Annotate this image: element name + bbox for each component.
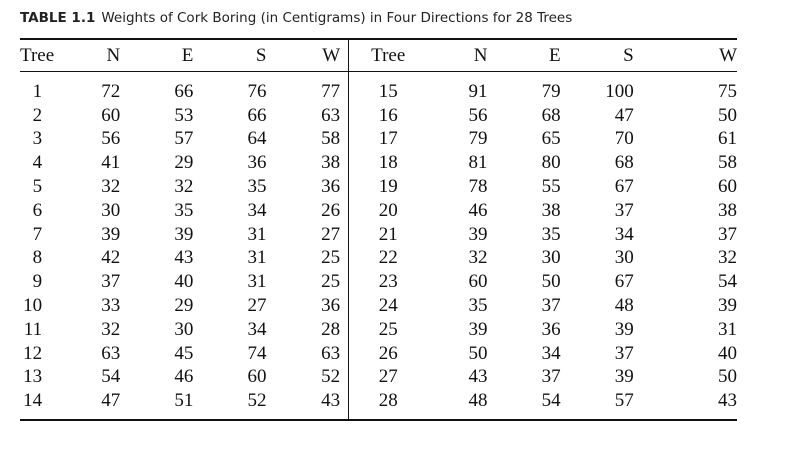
column-header: S — [623, 44, 634, 66]
table-row — [20, 151, 737, 175]
table-cell: 7 — [32, 223, 43, 245]
table-cell: 27 — [247, 295, 267, 317]
table-cell: 34 — [541, 342, 561, 364]
table-cell: 11 — [23, 318, 43, 340]
table-cell: 50 — [718, 104, 737, 126]
table-cell: 36 — [541, 318, 561, 340]
table-cell: 35 — [247, 176, 267, 198]
column-header: S — [255, 44, 267, 66]
column-header: E — [181, 44, 194, 66]
table-cell: 53 — [174, 104, 194, 126]
table-cell: 30 — [541, 247, 561, 269]
table-cell: 16 — [349, 104, 428, 128]
table-cell: 29 — [174, 152, 194, 174]
table-cell: 26 — [349, 342, 428, 366]
table-cell: 40 — [174, 271, 194, 293]
table-cell: 32 — [174, 176, 194, 198]
table-cell: 32 — [101, 176, 121, 198]
table-number: TABLE 1.1 — [20, 10, 96, 26]
table-cell: 67 — [614, 176, 634, 198]
table-cell: 65 — [541, 128, 561, 150]
table-cell: 43 — [275, 389, 349, 420]
table-cell: 79 — [541, 80, 561, 102]
table-cell: 72 — [101, 80, 121, 102]
table-cell: 54 — [495, 389, 568, 420]
table-cell: 63 — [321, 342, 341, 364]
table-row — [20, 175, 737, 199]
table-cell: 43 — [642, 389, 737, 420]
table-cell: 13 — [23, 366, 43, 388]
table-cell: 26 — [321, 199, 341, 221]
table-cell: 12 — [23, 342, 43, 364]
table-row — [20, 72, 737, 104]
table-cell: 30 — [101, 199, 121, 221]
table-cell: 19 — [349, 175, 428, 199]
table-cell: 91 — [468, 80, 488, 102]
table-cell: 5 — [32, 176, 43, 198]
table-cell: 25 — [321, 247, 341, 269]
table-cell: 37 — [541, 366, 561, 388]
table-cell: 4 — [32, 152, 43, 174]
table-cell: 39 — [614, 318, 634, 340]
table-cell: 37 — [614, 342, 634, 364]
table-cell: 56 — [468, 104, 488, 126]
table-cell: 38 — [541, 199, 561, 221]
table-cell: 40 — [718, 342, 737, 364]
table-cell: 45 — [174, 342, 194, 364]
table-cell: 28 — [349, 389, 428, 420]
table-cell: 30 — [614, 247, 634, 269]
table-cell: 2 — [32, 104, 43, 126]
table-cell: 66 — [247, 104, 267, 126]
table-cell: 21 — [349, 223, 428, 247]
table-cell: 46 — [468, 199, 488, 221]
table-cell: 39 — [101, 223, 121, 245]
table-cell: 67 — [614, 271, 634, 293]
table-cell: 33 — [101, 295, 121, 317]
table-cell: 68 — [614, 152, 634, 174]
table-cell: 52 — [321, 366, 341, 388]
table-cell: 41 — [101, 152, 121, 174]
table-cell: 38 — [718, 199, 737, 221]
table-cell: 63 — [101, 342, 121, 364]
table-cell: 1 — [32, 80, 43, 102]
table-cell: 78 — [468, 176, 488, 198]
table-cell: 32 — [718, 247, 737, 269]
column-header: W — [719, 44, 737, 66]
table-title: Weights of Cork Boring (in Centigrams) in Four Directions for 28 Trees — [101, 10, 573, 26]
table-cell: 27 — [349, 366, 428, 390]
table-cell: 42 — [101, 247, 121, 269]
table-cell: 58 — [321, 128, 341, 150]
table-cell: 37 — [614, 199, 634, 221]
table-cell: 27 — [321, 223, 341, 245]
table-cell: 80 — [541, 152, 561, 174]
table-cell: 51 — [128, 389, 201, 420]
column-header: Tree — [349, 39, 428, 72]
cork-weights-table — [20, 38, 737, 421]
table-header-row — [20, 39, 737, 72]
table-cell: 100 — [605, 80, 634, 102]
table-cell: 43 — [468, 366, 488, 388]
table-cell: 3 — [32, 128, 43, 150]
table-cell: 28 — [321, 318, 341, 340]
table-cell: 10 — [23, 295, 43, 317]
table-cell: 79 — [468, 128, 488, 150]
table-cell: 34 — [614, 223, 634, 245]
table-row — [20, 223, 737, 247]
table-cell: 35 — [174, 199, 194, 221]
column-header: W — [322, 44, 341, 66]
table-cell: 31 — [247, 247, 267, 269]
table-row — [20, 128, 737, 152]
table-cell: 37 — [541, 295, 561, 317]
table-cell: 6 — [32, 199, 43, 221]
table-cell: 60 — [718, 176, 737, 198]
table-cell: 15 — [349, 72, 428, 104]
table-cell: 48 — [614, 295, 634, 317]
table-cell: 8 — [32, 247, 43, 269]
table-caption — [20, 10, 572, 26]
table-row — [20, 294, 737, 318]
table-row — [20, 247, 737, 271]
table-cell: 32 — [101, 318, 121, 340]
table-cell: 77 — [321, 80, 341, 102]
table-row — [20, 389, 737, 420]
table-cell: 50 — [718, 366, 737, 388]
table-cell: 47 — [614, 104, 634, 126]
table-cell: 56 — [101, 128, 121, 150]
table-cell: 81 — [468, 152, 488, 174]
table-cell: 22 — [349, 247, 428, 271]
table-cell: 34 — [247, 318, 267, 340]
table-cell: 50 — [468, 342, 488, 364]
table-cell: 39 — [718, 295, 737, 317]
column-header: E — [548, 44, 561, 66]
table-cell: 30 — [174, 318, 194, 340]
table-cell: 36 — [321, 176, 341, 198]
table-cell: 52 — [201, 389, 274, 420]
table-cell: 58 — [718, 152, 737, 174]
table-cell: 39 — [614, 366, 634, 388]
table-cell: 24 — [349, 294, 428, 318]
table-cell: 60 — [468, 271, 488, 293]
table-cell: 9 — [32, 271, 43, 293]
table-cell: 37 — [101, 271, 121, 293]
table-cell: 50 — [541, 271, 561, 293]
table-cell: 18 — [349, 151, 428, 175]
table-cell: 17 — [349, 128, 428, 152]
table-cell: 61 — [718, 128, 737, 150]
table-cell: 32 — [468, 247, 488, 269]
table-row — [20, 342, 737, 366]
table-cell: 39 — [468, 223, 488, 245]
table-cell: 39 — [468, 318, 488, 340]
table-cell: 57 — [569, 389, 642, 420]
table-row — [20, 104, 737, 128]
table-cell: 60 — [101, 104, 121, 126]
table-cell: 46 — [174, 366, 194, 388]
table-cell: 14 — [20, 389, 60, 420]
table-cell: 25 — [349, 318, 428, 342]
column-header: N — [106, 44, 121, 66]
table-cell: 55 — [541, 176, 561, 198]
table-row — [20, 270, 737, 294]
table-cell: 36 — [321, 295, 341, 317]
table-cell: 68 — [541, 104, 561, 126]
column-header: N — [473, 44, 488, 66]
table-row — [20, 199, 737, 223]
table-cell: 34 — [247, 199, 267, 221]
table-cell: 36 — [247, 152, 267, 174]
table-row — [20, 366, 737, 390]
table-cell: 35 — [541, 223, 561, 245]
table-cell: 66 — [174, 80, 194, 102]
table-cell: 43 — [174, 247, 194, 269]
table-cell: 64 — [247, 128, 267, 150]
table-cell: 54 — [101, 366, 121, 388]
table-cell: 20 — [349, 199, 428, 223]
table-cell: 29 — [174, 295, 194, 317]
table-cell: 39 — [174, 223, 194, 245]
table-cell: 47 — [60, 389, 128, 420]
table-cell: 25 — [321, 271, 341, 293]
table-cell: 31 — [247, 271, 267, 293]
table-body — [20, 72, 737, 421]
table-cell: 70 — [614, 128, 634, 150]
table-cell: 37 — [718, 223, 737, 245]
table-row — [20, 318, 737, 342]
table-cell: 63 — [321, 104, 341, 126]
table-cell: 35 — [468, 295, 488, 317]
table-cell: 31 — [247, 223, 267, 245]
table-cell: 57 — [174, 128, 194, 150]
table-cell: 54 — [718, 271, 737, 293]
table-cell: 74 — [247, 342, 267, 364]
table-cell: 38 — [321, 152, 341, 174]
table-cell: 75 — [718, 80, 737, 102]
table-cell: 31 — [718, 318, 737, 340]
table-cell: 48 — [427, 389, 495, 420]
column-header: Tree — [20, 44, 55, 66]
table-cell: 60 — [247, 366, 267, 388]
table-cell: 76 — [247, 80, 267, 102]
table-cell: 23 — [349, 270, 428, 294]
